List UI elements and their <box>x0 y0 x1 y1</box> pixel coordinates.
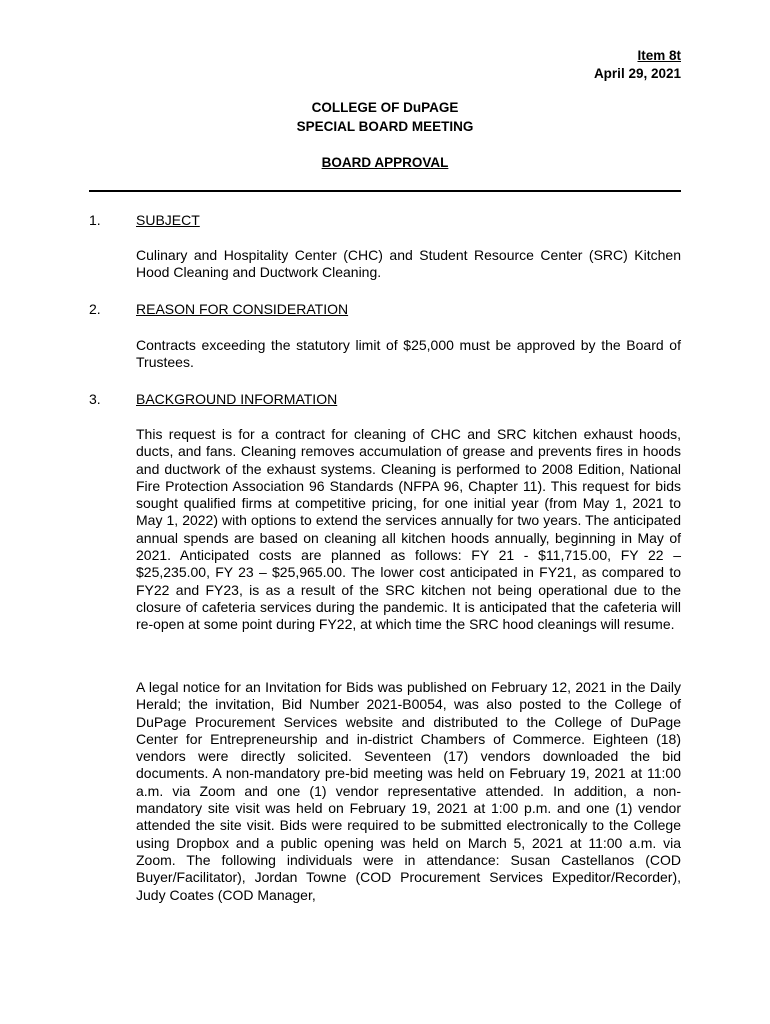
section-number: 1. <box>89 212 101 228</box>
section-heading-reason: REASON FOR CONSIDERATION <box>136 301 349 317</box>
board-approval-heading: BOARD APPROVAL <box>321 155 449 170</box>
section-heading-background: BACKGROUND INFORMATION <box>136 391 338 407</box>
document-title-meeting: SPECIAL BOARD MEETING <box>296 119 474 134</box>
background-paragraph-1: This request is for a contract for cleaning of CHC and SRC kitchen exhaust hoods, ducts, and fans. Cleaning removes accumulation of grease and prevents fires in hoods and ductwork of the exhaust systems. Cleaning is performed to 2008 Edition, National Fire Protection Association 96 Standards (NFPA 96, Chapter 11). This request for bids sought qualified firms at competitive pricing, for one initial year (from May 1, 2021 to May 1, 2022) with options to extend the services annually for two years. The anticipated annual spends are based on cleaning all kitchen hoods annually, beginning in May of 2021. Anticipated costs are planned as follows: FY 21 - $11,715.00, FY 22 – $25,235.00, FY 23 – $25,965.00. The lower cost anticipated in FY21, as compared to FY22 and FY23, is as a result of the SRC kitchen not being operational due to the closure of cafeteria services during the pandemic. It is anticipated that the cafeteria will re-open at some point during FY22, at which time the SRC hood cleanings will resume. <box>136 426 681 633</box>
section-heading-subject: SUBJECT <box>136 212 200 228</box>
section-number: 2. <box>89 301 101 317</box>
horizontal-divider <box>89 190 681 192</box>
reason-paragraph: Contracts exceeding the statutory limit of $25,000 must be approved by the Board of Trustees. <box>136 337 681 371</box>
subject-paragraph: Culinary and Hospitality Center (CHC) and Student Resource Center (SRC) Kitchen Hood Cleaning and Ductwork Cleaning. <box>136 247 681 281</box>
item-number: Item 8t <box>637 48 681 63</box>
document-title-college: COLLEGE OF DuPAGE <box>311 100 459 115</box>
background-paragraph-2: A legal notice for an Invitation for Bids was published on February 12, 2021 in the Daily Herald; the invitation, Bid Number 2021-B0054, was also posted to the College of DuPage Procurement Services website and distributed to the College of DuPage Center for Entrepreneurship and in-district Chambers of Commerce. Eighteen (18) vendors were directly solicited. Seventeen (17) vendors downloaded the bid documents. A non-mandatory pre-bid meeting was held on February 19, 2021 at 11:00 a.m. via Zoom and one (1) vendor representative attended. In addition, a non-mandatory site visit was held on February 19, 2021 at 1:00 p.m. and one (1) vendor attended the site visit. Bids were required to be submitted electronically to the College using Dropbox and a public opening was held on March 5, 2021 at 11:00 a.m. via Zoom. The following individuals were in attendance: Susan Castellanos (COD Buyer/Facilitator), Jordan Towne (COD Procurement Services Expeditor/Recorder), Judy Coates (COD Manager, <box>136 679 681 903</box>
meeting-date: April 29, 2021 <box>593 66 681 81</box>
section-number: 3. <box>89 391 101 407</box>
